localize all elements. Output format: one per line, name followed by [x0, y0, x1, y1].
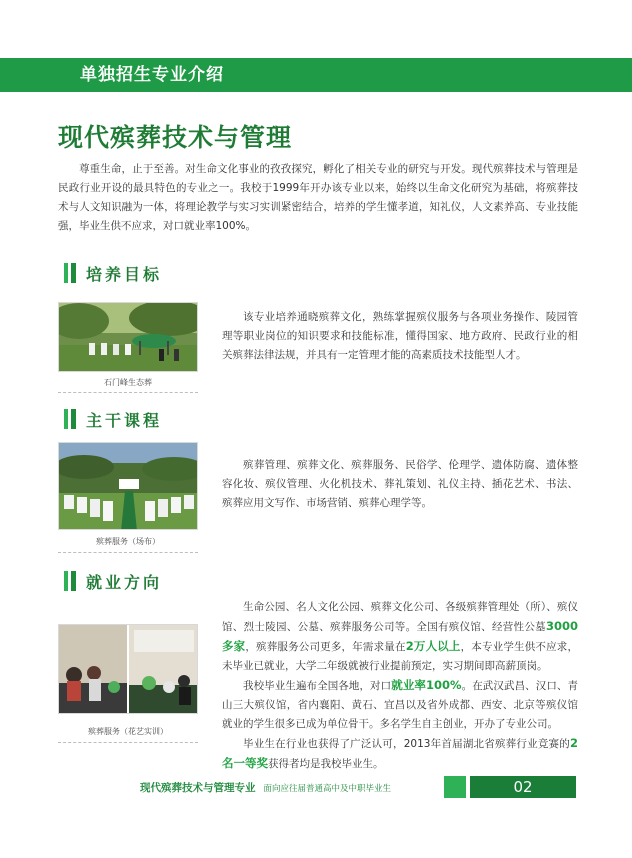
- caption-courses: 殡葬服务（场布）: [96, 537, 160, 546]
- section-bar-icon: [64, 409, 76, 429]
- photo-floral-training: [58, 624, 198, 714]
- body-career: [222, 598, 578, 774]
- body-courses: [222, 456, 578, 513]
- photo-venue-setup: [58, 442, 198, 530]
- highlight-first-prize: 2名一等奖: [222, 736, 578, 770]
- section-bar-icon: [64, 263, 76, 283]
- caption-career: 殡葬服务（花艺实训）: [88, 727, 168, 736]
- photo-ecological-burial: [58, 302, 198, 372]
- divider: [58, 742, 198, 743]
- page-title: 现代殡葬技术与管理: [58, 123, 293, 152]
- section-heading-goal: [64, 262, 162, 284]
- intro-paragraph: 尊重生命，止于至善。对生命文化事业的孜孜探究，孵化了相关专业的研究与开发。现代殡葬技术与管理是民政行业开设的最具特色的专业之一。我校于1999年开办该专业以来，始终以生命文化研究为基础，将殡葬技术与人文知识融为一体，将理论教学与实习实训紧密结合，培养的学生懂孝道，知礼仪，人文素养高、专业技能强，毕业生供不应求，对口就业率100%。: [58, 163, 578, 232]
- body-goal: [222, 308, 578, 365]
- highlight-20000: 2万人以上: [405, 639, 461, 653]
- divider: [58, 552, 198, 553]
- footer-title: 现代殡葬技术与管理专业 面向应往届普通高中及中职毕业生: [140, 782, 392, 794]
- divider: [58, 392, 198, 393]
- career-paragraph-3: 毕业生在行业也获得了广泛认可，2013年首届湖北省殡葬行业竞赛的2名一等奖获得者均是我校毕业生。: [222, 736, 578, 770]
- goal-text: 该专业培养通晓殡葬文化，熟练掌握殡仪服务与各项业务操作、陵园管理等职业岗位的知识要求和技能标准，懂得国家、地方政府、民政行业的相关殡葬法律法规，并具有一定管理才能的高素质技术技能型人才。: [222, 311, 578, 361]
- career-paragraph-1: 生命公园、名人文化公园、殡葬文化公司、各级殡葬管理处（所）、殡仪馆、烈士陵园、公墓、殡葬服务公司等。全国有殡仪馆、经营性公墓3000多家，殡葬服务公司更多，年需求量在2万人以上，本专业学生供不应求，未毕业已就业，大学二年级就被行业提前预定，实习期间即高薪顶岗。: [222, 601, 578, 672]
- highlight-employment-rate: 就业率100%: [391, 678, 462, 692]
- section-title-goal: 培养目标: [86, 264, 163, 284]
- courses-text: 殡葬管理、殡葬文化、殡葬服务、民俗学、伦理学、遗体防腐、遗体整容化妆、殡仪管理、火化机技术、葬礼策划、礼仪主持、插花艺术、书法、殡葬应用文写作、市场营销、殡葬心理学等。: [222, 459, 578, 509]
- highlight-3000: 3000多家: [222, 619, 578, 653]
- page-number: 02: [470, 776, 576, 798]
- section-title-career: 就业方向: [86, 572, 163, 592]
- section-title-courses: 主干课程: [86, 410, 163, 430]
- section-bar-icon: [64, 571, 76, 591]
- section-heading-career: [64, 570, 162, 592]
- caption-goal: 石门峰生态葬: [104, 378, 152, 387]
- career-paragraph-2: 我校毕业生遍布全国各地，对口就业率100%。在武汉武昌、汉口、青山三大殡仪馆，省内襄阳、黄石、宜昌以及省外成都、西安、北京等殡仪馆就业的学生很多已成为单位骨干。多名学生自主创业，开办了专业公司。: [222, 678, 579, 730]
- header-title: 单独招生专业介绍: [80, 65, 224, 85]
- footer-accent: [444, 776, 466, 798]
- footer-subtitle: 面向应往届普通高中及中职毕业生: [263, 784, 392, 794]
- header-band: [0, 58, 632, 92]
- section-heading-courses: [64, 408, 162, 430]
